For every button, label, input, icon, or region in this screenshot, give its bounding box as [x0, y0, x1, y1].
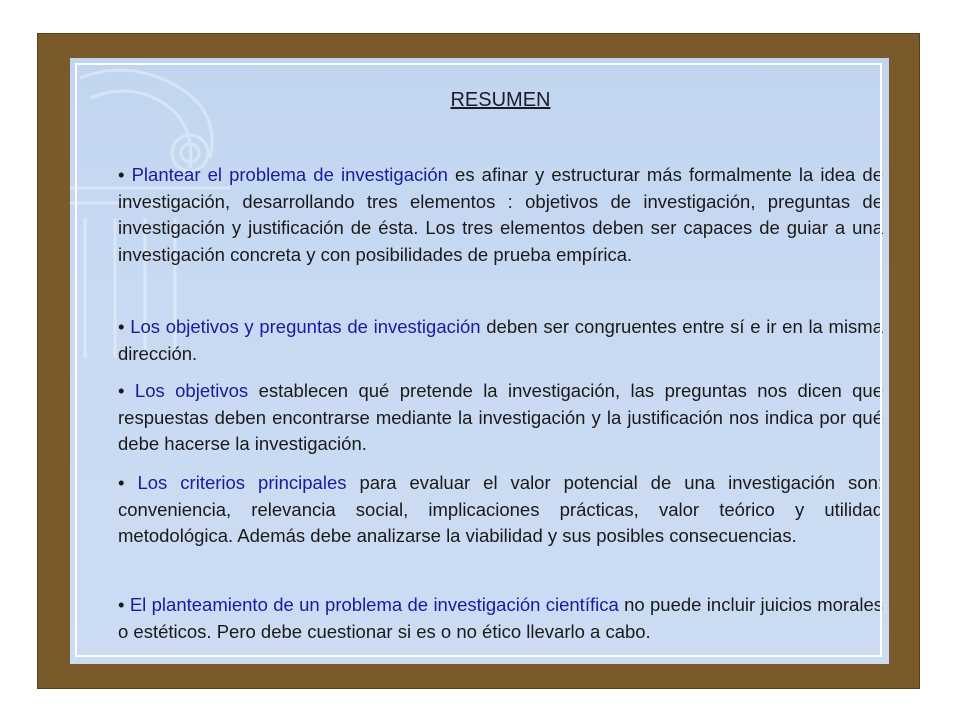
slide-panel [70, 58, 889, 664]
bullet-3-text: establecen qué pretende la investigación, las preguntas nos dicen que respuestas deben encontrarse mediante la investigación y la justificación nos indica por qué debe hacerse la investigación. [118, 380, 884, 454]
bullet-marker: • [118, 472, 125, 493]
bullet-2 [118, 314, 883, 367]
bullet-5-text: no puede incluir juicios morales o estéticos. Pero debe cuestionar si es o no ético llevarlo a cabo. [118, 594, 884, 642]
bullet-5 [118, 592, 883, 645]
bullet-1-text: es afinar y estructurar más formalmente la idea de investigación, desarrollando tres elementos : objetivos de investigación, preguntas de investigación y justificación de ésta. Los tres elementos deben ser capaces de guiar a una investigación concreta y con posibilidades de prueba empírica. [118, 164, 883, 265]
slide-frame [37, 33, 920, 689]
bullet-1 [118, 162, 883, 268]
bullet-marker: • [118, 594, 125, 615]
bullet-5-highlight: El planteamiento de un problema de investigación científica [129, 594, 619, 615]
bullet-4-text: para evaluar el valor potencial de una investigación son: conveniencia, relevancia social, implicaciones prácticas, valor teórico y utilidad metodológica. Además debe analizarse la viabilidad y sus posibles consecuencias. [118, 472, 883, 546]
bullet-2-text: deben ser congruentes entre sí e ir en la misma dirección. [118, 316, 884, 364]
bullet-marker: • [118, 380, 125, 401]
bullet-4 [118, 470, 883, 550]
bullet-marker: • [118, 164, 125, 185]
bullet-marker: • [118, 316, 125, 337]
bullet-1-highlight: Plantear el problema de investigación [131, 164, 448, 185]
bullet-3 [118, 378, 883, 458]
bullet-4-highlight: Los criterios principales [137, 472, 347, 493]
bullet-2-highlight: Los objetivos y preguntas de investigación [130, 316, 481, 337]
bullet-3-highlight: Los objetivos [134, 380, 249, 401]
slide-title: RESUMEN [450, 89, 551, 111]
